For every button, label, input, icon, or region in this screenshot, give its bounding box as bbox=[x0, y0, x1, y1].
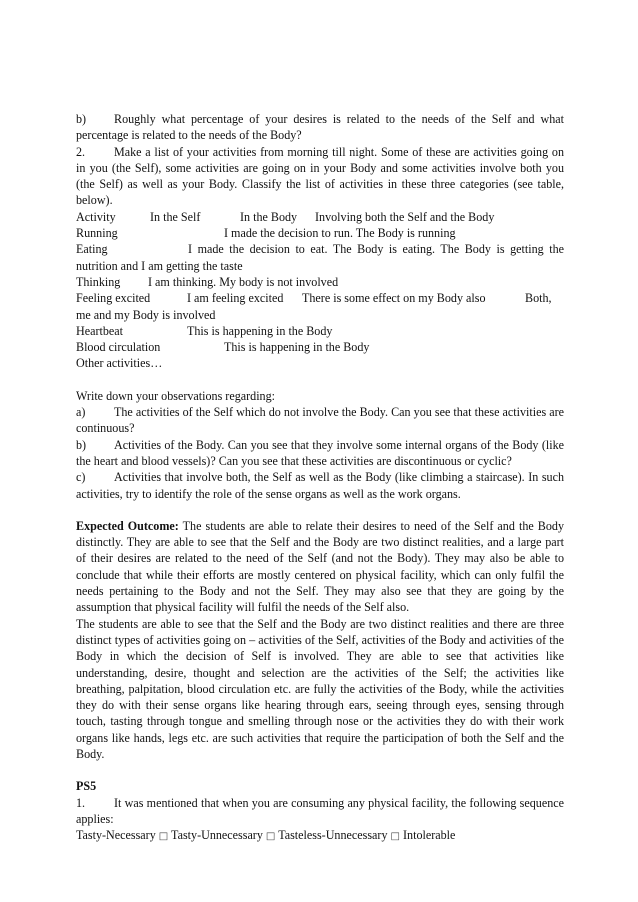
question-text: It was mentioned that when you are consuming any physical facility, the following sequence applies: bbox=[76, 795, 564, 826]
arrow-icon: □ bbox=[390, 831, 400, 843]
table-cell: Heartbeat bbox=[76, 323, 123, 338]
table-header-cell: In the Body bbox=[240, 209, 298, 224]
table-cell: There is some effect on my Body also bbox=[302, 291, 486, 306]
question-text: Make a list of your activities from morning till night. Some of these are activities going on in you (the Self), some activities are going on in your Body and some activities involve both you (the Self) as well as your Body. Classify the list of activities in these three categories (see table, below). bbox=[76, 144, 564, 208]
table-header-cell: In the Self bbox=[150, 209, 201, 224]
table-cell: Other activities… bbox=[76, 356, 163, 371]
question-marker: b) bbox=[76, 112, 87, 126]
question-marker: 2. bbox=[76, 144, 86, 159]
observation-item bbox=[76, 469, 564, 502]
table-cell: Blood circulation bbox=[76, 340, 161, 355]
table-row bbox=[76, 323, 564, 339]
observation-item bbox=[76, 404, 564, 437]
observation-marker: b) bbox=[76, 437, 87, 452]
table-cell: I am feeling excited bbox=[187, 291, 284, 306]
table-cell: I made the decision to eat. The Body is eating. The Body is getting the nutrition and I am getting the taste bbox=[76, 242, 564, 273]
table-header-cell: Involving both the Self and the Body bbox=[315, 209, 495, 224]
table-cell: me and my Body is involved bbox=[76, 307, 216, 322]
table-header-row bbox=[76, 209, 564, 225]
observation-item bbox=[76, 437, 564, 470]
expected-outcome-label: Expected Outcome: bbox=[76, 518, 179, 533]
sequence-step: Intolerable bbox=[403, 828, 456, 843]
table-row bbox=[76, 225, 564, 241]
table-row bbox=[76, 274, 564, 290]
section-heading-ps5: PS5 bbox=[76, 779, 97, 794]
observation-text: Activities that involve both, the Self as well as the Body (like climbing a staircase). In such activities, try to identify the role of the sense organs as well as the work organs. bbox=[76, 470, 564, 501]
observation-text: Activities of the Body. Can you see that they involve some internal organs of the Body (like the heart and blood vessels)? Can you see that these activities are discontinuous or cyclic? bbox=[76, 437, 564, 468]
activity-table bbox=[76, 209, 564, 372]
table-row-continued bbox=[76, 307, 564, 323]
table-cell: Both, bbox=[525, 291, 552, 306]
observation-text: The activities of the Self which do not involve the Body. Can you see that these activities are continuous? bbox=[76, 405, 564, 436]
sequence-step: Tasty-Unnecessary bbox=[171, 828, 263, 843]
table-cell: Running bbox=[76, 226, 118, 241]
table-row bbox=[76, 241, 564, 274]
document-page bbox=[76, 111, 564, 845]
question-text: Roughly what percentage of your desires is related to the needs of the Self and what percentage is related to the needs of the Body? bbox=[76, 112, 564, 143]
observation-marker: c) bbox=[76, 470, 86, 485]
table-header-cell: Activity bbox=[76, 209, 116, 224]
arrow-icon: □ bbox=[158, 831, 169, 843]
table-row bbox=[76, 339, 564, 355]
expected-outcome-text: The students are able to relate their desires to need of the Self and the Body distinctly. They are able to see that the Self and the Body are two distinct realities, and a large part of their desires are related to the need of the Self (and not the Body). They may also be able to conclude that while their efforts are mostly centered on physical facility, which can only fulfil the needs pertaining to the Body and not the Self. They may also see that they are going by the assumption that physical facility will fulfil the needs of the Self also. bbox=[76, 518, 565, 615]
ps5-question-1 bbox=[76, 795, 564, 828]
table-cell: This is happening in the Body bbox=[224, 340, 370, 355]
consumption-sequence bbox=[76, 827, 564, 845]
table-cell: This is happening in the Body bbox=[187, 323, 333, 338]
table-row bbox=[76, 290, 564, 306]
table-cell: Eating bbox=[76, 242, 108, 257]
table-cell: Feeling excited bbox=[76, 291, 151, 306]
sequence-step: Tasty-Necessary bbox=[76, 828, 156, 843]
table-cell: I am thinking. My body is not involved bbox=[148, 274, 339, 289]
observations-intro: Write down your observations regarding: bbox=[76, 388, 276, 403]
question-marker: 1. bbox=[76, 795, 86, 810]
observation-marker: a) bbox=[76, 405, 86, 420]
expected-outcome-continued: The students are able to see that the Self and the Body are two distinct realities and there are three distinct types of activities going on – activities of the Self, activities of the Body and activities of the Body in which the decision of Self is involved. They are able to see that activities like understanding, desire, thought and selection are the activities of the Self; the activities like breathing, palpitation, blood circulation etc. are fully the activities of the Body, while the activities they do with their sense organs like hearing through ears, seeing through eyes, sensing through touch, tasting through tongue and smelling through nose or the activities they do with their work organs like hands, legs etc. are such activities that require the participation of both the Self and the Body. bbox=[76, 616, 564, 761]
table-cell: I made the decision to run. The Body is running bbox=[224, 226, 456, 241]
question-b bbox=[76, 111, 564, 144]
sequence-step: Tasteless-Unnecessary bbox=[278, 828, 388, 843]
expected-outcome bbox=[76, 518, 564, 616]
table-cell: Thinking bbox=[76, 274, 121, 289]
table-row bbox=[76, 355, 564, 371]
arrow-icon: □ bbox=[265, 831, 276, 843]
question-2 bbox=[76, 144, 564, 209]
